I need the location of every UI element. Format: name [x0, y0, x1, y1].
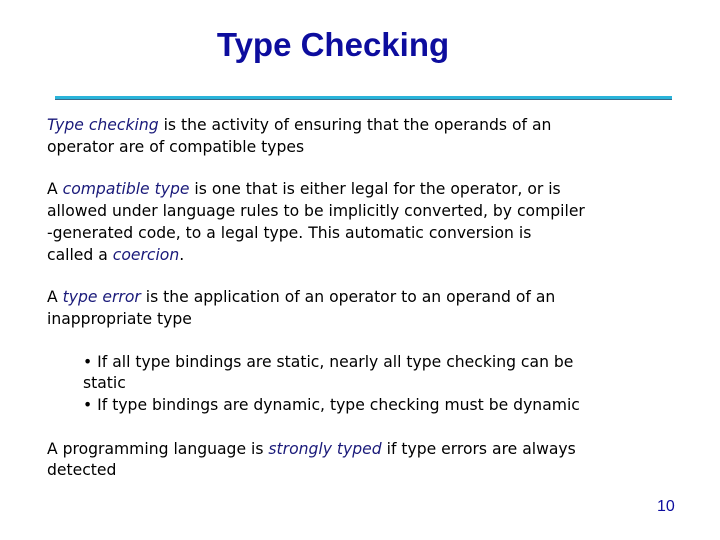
term-strongly-typed: strongly typed: [268, 440, 382, 458]
paragraph-type-error-line: inappropriate type: [47, 310, 192, 328]
bullet-static: • If all type bindings are static, nearly all type checking can be: [83, 353, 574, 371]
paragraph-type-checking-line: [47, 114, 551, 136]
paragraph-compatible-type-line: [47, 178, 561, 200]
slide-title: Type Checking: [216, 26, 450, 63]
text: called a: [47, 246, 113, 264]
term-compatible-type: compatible type: [62, 180, 190, 198]
paragraph-compatible-type-line: [47, 244, 184, 266]
term-coercion: coercion: [112, 246, 180, 264]
paragraph-compatible-type-line: allowed under language rules to be implicitly converted, by compiler: [47, 202, 585, 220]
paragraph-strongly-typed-line: [47, 438, 576, 460]
text: is the activity of ensuring that the operands of an: [158, 116, 552, 134]
page-number: 10: [657, 498, 675, 515]
paragraph-strongly-typed-line: detected: [47, 461, 117, 479]
text: if type errors are always: [381, 440, 576, 458]
paragraph-type-checking-line: operator are of compatible types: [47, 138, 305, 156]
term-type-error: type error: [62, 288, 141, 306]
text: .: [179, 246, 185, 264]
term-type-checking: Type checking: [47, 116, 159, 134]
paragraph-compatible-type-line: -generated code, to a legal type. This automatic conversion is: [47, 224, 532, 242]
paragraph-type-error-line: [47, 286, 555, 308]
text: A programming language is: [47, 440, 269, 458]
text: A: [47, 288, 63, 306]
bullet-static-cont: static: [83, 374, 126, 392]
text: is the application of an operator to an operand of an: [140, 288, 556, 306]
title-divider: [55, 96, 672, 100]
bullet-dynamic: • If type bindings are dynamic, type checking must be dynamic: [83, 396, 580, 414]
text: is one that is either legal for the operator, or is: [189, 180, 561, 198]
text: A: [47, 180, 63, 198]
